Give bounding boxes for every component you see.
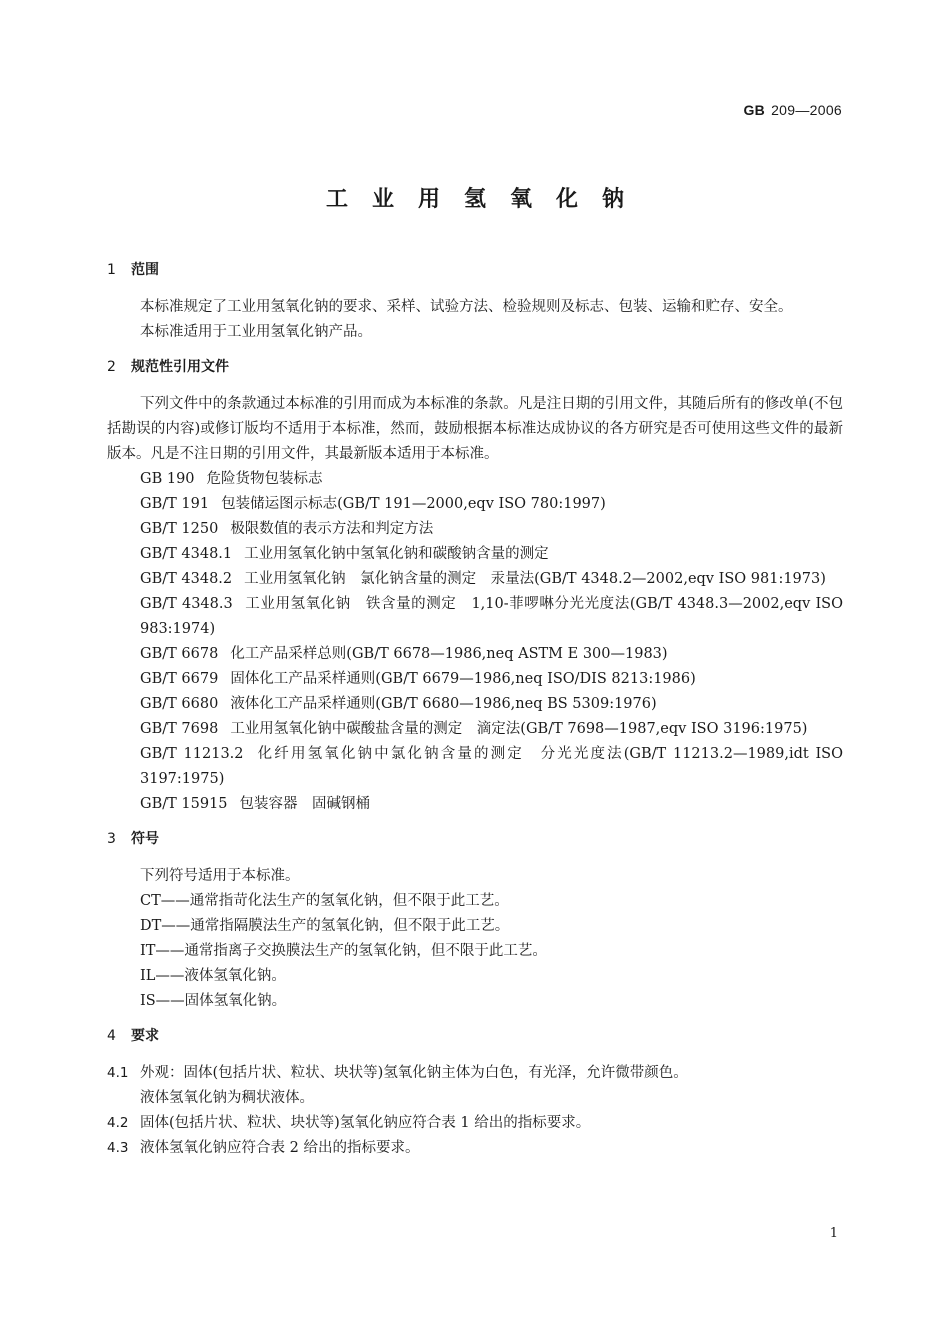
reference-code: GB/T 6678 [140, 646, 219, 662]
reference-code: GB/T 1250 [140, 521, 219, 537]
reference-title: 固体化工产品采样通则(GB/T 6679—1986,neq ISO/DIS 8213:1986) [230, 671, 696, 687]
reference-title: 工业用氢氧化钠 氯化钠含量的测定 汞量法(GB/T 4348.2—2002,eqv ISO 981:1973) [244, 571, 826, 587]
paragraph: 本标准适用于工业用氢氧化钠产品。 [140, 324, 372, 340]
reference-code: GB/T 6680 [140, 696, 219, 712]
reference-code: GB/T 4348.1 [140, 546, 233, 562]
reference-item [107, 517, 843, 542]
reference-item [107, 692, 843, 717]
section-title: 规范性引用文件 [131, 359, 229, 375]
symbol-item: IT——通常指离子交换膜法生产的氢氧化钠，但不限于此工艺。 [140, 943, 547, 959]
reference-code: GB/T 15915 [140, 796, 228, 812]
requirement-item [107, 1061, 843, 1086]
reference-title: 化工产品采样总则(GB/T 6678—1986,neq ASTM E 300—1983) [230, 646, 668, 662]
reference-title: 极限数值的表示方法和判定方法 [230, 521, 434, 537]
clause-number: 4.2 [107, 1115, 129, 1131]
reference-title: 包装储运图示标志(GB/T 191—2000,eqv ISO 780:1997) [221, 496, 606, 512]
paragraph: 本标准规定了工业用氢氧化钠的要求、采样、试验方法、检验规则及标志、包装、运输和贮存、安全。 [140, 299, 793, 315]
reference-code: GB/T 6679 [140, 671, 219, 687]
reference-code: GB/T 4348.3 [140, 596, 233, 612]
reference-code: GB 190 [140, 471, 195, 487]
reference-code: GB/T 7698 [140, 721, 219, 737]
document-title: 工业用氢氧化钠 [325, 187, 648, 212]
reference-item [107, 742, 843, 792]
reference-item [107, 792, 843, 817]
section-number: 1 [107, 262, 116, 278]
paragraph: 下列符号适用于本标准。 [140, 868, 300, 884]
section-heading [107, 355, 843, 380]
reference-title: 化纤用氢氧化钠中氯化钠含量的测定 分光光度法(GB/T 11213.2—1989,idt ISO 3197:1975) [140, 746, 843, 787]
section-heading [107, 1024, 843, 1049]
reference-title: 工业用氢氧化钠中氢氧化钠和碳酸钠含量的测定 [244, 546, 549, 562]
requirement-item [107, 1111, 843, 1136]
section-symbols [107, 827, 843, 1014]
clause-text: 液体氢氧化钠应符合表 2 给出的指标要求。 [140, 1140, 420, 1156]
reference-code: GB/T 4348.2 [140, 571, 233, 587]
standard-prefix: GB [743, 102, 766, 118]
section-title: 符号 [131, 831, 159, 847]
reference-item [107, 492, 843, 517]
reference-item [107, 467, 843, 492]
requirement-item [107, 1136, 843, 1161]
reference-code: GB/T 11213.2 [140, 746, 244, 762]
page-number: 1 [829, 1226, 838, 1241]
symbol-item: CT——通常指苛化法生产的氢氧化钠，但不限于此工艺。 [140, 893, 509, 909]
symbol-item: DT——通常指隔膜法生产的氢氧化钠，但不限于此工艺。 [140, 918, 510, 934]
section-title: 要求 [131, 1028, 159, 1044]
symbol-item: IL——液体氢氧化钠。 [140, 968, 286, 984]
paragraph: 下列文件中的条款通过本标准的引用而成为本标准的条款。凡是注日期的引用文件，其随后所有的修改单(不包括勘误的内容)或修订版均不适用于本标准，然而，鼓励根据本标准达成协议的各方研究是否可使用这些文件的最新版本。凡是不注日期的引用文件，其最新版本适用于本标准。 [107, 396, 843, 462]
section-heading [107, 827, 843, 852]
reference-title: 危险货物包装标志 [206, 471, 323, 487]
reference-item [107, 542, 843, 567]
standard-number: 209—2006 [771, 102, 842, 118]
reference-item [107, 592, 843, 642]
section-scope [107, 258, 843, 345]
reference-title: 包装容器 固碱钢桶 [239, 796, 371, 812]
reference-item [107, 642, 843, 667]
section-requirements [107, 1024, 843, 1161]
symbol-item: IS——固体氢氧化钠。 [140, 993, 287, 1009]
section-normative-references [107, 355, 843, 817]
reference-title: 工业用氢氧化钠 铁含量的测定 1,10-菲啰啉分光光度法(GB/T 4348.3—2002,eqv ISO 983:1974) [140, 596, 844, 637]
reference-list [107, 467, 843, 817]
clause-continuation: 液体氢氧化钠为稠状液体。 [140, 1090, 314, 1106]
clause-text: 固体(包括片状、粒状、块状等)氢氧化钠应符合表 1 给出的指标要求。 [140, 1115, 591, 1131]
clause-number: 4.1 [107, 1065, 129, 1081]
section-number: 3 [107, 831, 116, 847]
section-number: 2 [107, 359, 116, 375]
document-body [107, 258, 843, 1171]
standard-code [743, 102, 842, 118]
reference-item [107, 717, 843, 742]
reference-title: 工业用氢氧化钠中碳酸盐含量的测定 滴定法(GB/T 7698—1987,eqv ISO 3196:1975) [230, 721, 808, 737]
reference-title: 液体化工产品采样通则(GB/T 6680—1986,neq BS 5309:1976) [230, 696, 657, 712]
reference-item [107, 667, 843, 692]
section-heading [107, 258, 843, 283]
clause-text: 外观：固体(包括片状、粒状、块状等)氢氧化钠主体为白色，有光泽，允许微带颜色。 [140, 1065, 688, 1081]
reference-item [107, 567, 843, 592]
clause-number: 4.3 [107, 1140, 129, 1156]
section-number: 4 [107, 1028, 116, 1044]
reference-code: GB/T 191 [140, 496, 210, 512]
section-title: 范围 [131, 262, 159, 278]
